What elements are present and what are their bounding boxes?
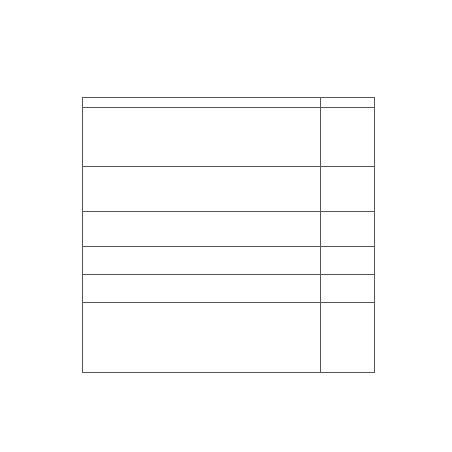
criterion-description [85,310,318,316]
table-header-row [83,98,375,108]
title-line-1 [0,40,452,58]
criteria-column-header [83,98,321,108]
score-column-header [321,98,375,108]
criterion-cell [83,212,321,247]
score-cell [321,108,375,167]
criteria-table [82,97,375,373]
score-cell [321,247,375,275]
criterion-description [85,254,318,260]
criterion-description [85,115,318,121]
table-row [83,303,375,373]
table-row [83,108,375,167]
criterion-description [85,219,318,225]
criterion-cell [83,275,321,303]
score-cell [321,167,375,212]
criterion-description [85,174,318,180]
score-cell [321,212,375,247]
criterion-cell [83,303,321,373]
criterion-cell [83,108,321,167]
title-line-2 [0,58,452,76]
criterion-cell [83,167,321,212]
table-row [83,167,375,212]
score-cell [321,303,375,373]
table-row [83,247,375,275]
table-row [83,275,375,303]
score-cell [321,275,375,303]
table-row [83,212,375,247]
criterion-description [85,282,318,288]
document-title [0,40,452,76]
criterion-cell [83,247,321,275]
